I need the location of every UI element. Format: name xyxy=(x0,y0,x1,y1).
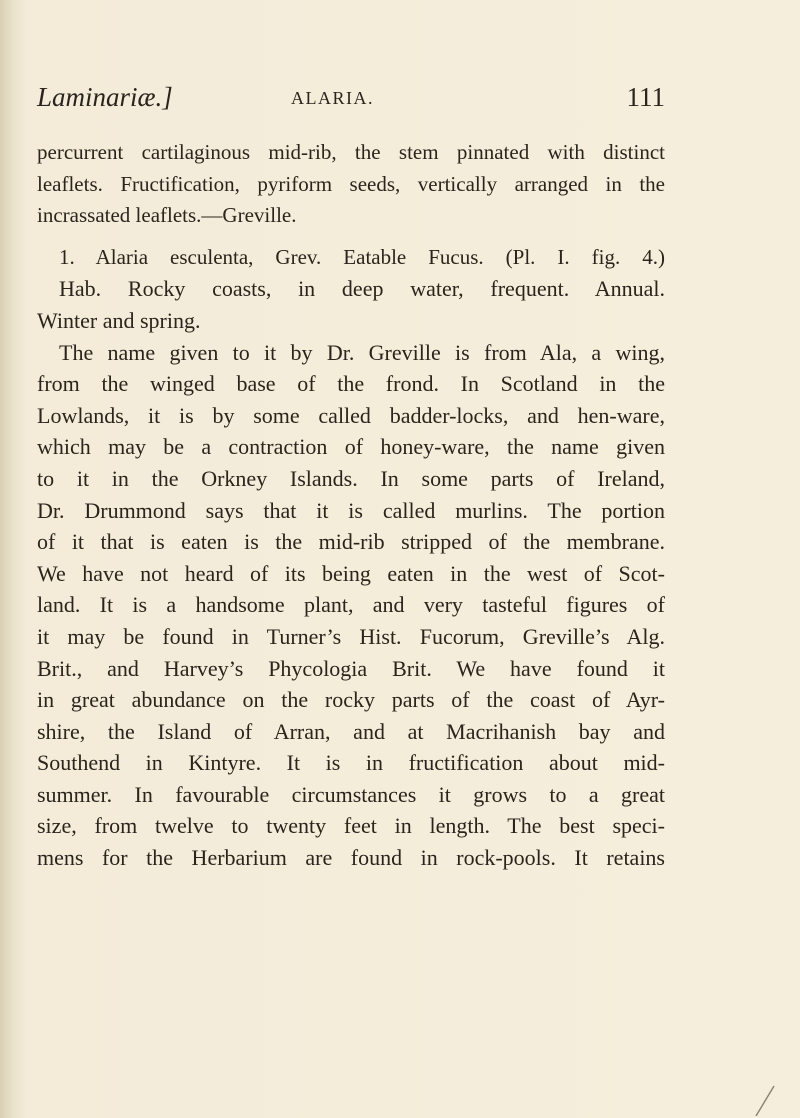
text-line: summer. In favourable circumstances it grows to a great xyxy=(37,781,665,807)
text-line: mens for the Herbarium are found in rock-pools. It retains xyxy=(37,845,665,871)
text-line: of it that is eaten is the mid-rib stripped of the membrane. xyxy=(37,529,665,555)
running-head-title: ALARIA. xyxy=(291,88,374,108)
body-text xyxy=(37,137,665,874)
text-line: Dr. Drummond says that it is called murlins. The portion xyxy=(37,497,665,523)
text-line: Winter and spring. xyxy=(37,307,201,333)
text-line: Brit., and Harvey’s Phycologia Brit. We have found it xyxy=(37,655,665,681)
text-line: from the winged base of the frond. In Scotland in the xyxy=(37,371,665,397)
text-line: Hab. Rocky coasts, in deep water, frequent. Annual. xyxy=(59,276,665,302)
text-line: The name given to it by Dr. Greville is from Ala, a wing, xyxy=(59,339,665,365)
text-line: in great abundance on the rocky parts of the coast of Ayr- xyxy=(37,687,665,713)
text-line: shire, the Island of Arran, and at Macrihanish bay and xyxy=(37,718,665,744)
text-line: land. It is a handsome plant, and very tasteful figures of xyxy=(37,592,665,618)
text-line: percurrent cartilaginous mid-rib, the stem pinnated with distinct xyxy=(37,140,665,164)
text-line: to it in the Orkney Islands. In some parts of Ireland, xyxy=(37,465,665,491)
text-line: incrassated leaflets.—Greville. xyxy=(37,203,297,228)
text-line: Lowlands, it is by some called badder-locks, and hen-ware, xyxy=(37,402,665,428)
text-line: it may be found in Turner’s Hist. Fucorum, Greville’s Alg. xyxy=(37,623,665,649)
page-number: 111 xyxy=(626,82,665,112)
text-line: We have not heard of its being eaten in the west of Scot- xyxy=(37,560,665,586)
text-line: Southend in Kintyre. It is in fructification about mid- xyxy=(37,750,665,776)
text-line: leaflets. Fructification, pyriform seeds, vertically arranged in the xyxy=(37,171,665,196)
pencil-mark xyxy=(750,1068,780,1118)
running-head xyxy=(37,82,665,116)
text-line: size, from twelve to twenty feet in length. The best speci- xyxy=(37,813,665,839)
running-head-section: Laminariæ.] xyxy=(37,82,173,112)
text-line: which may be a contraction of honey-ware, the name given xyxy=(37,434,665,460)
species-heading: 1. Alaria esculenta, Grev. Eatable Fucus. (Pl. I. fig. 4.) xyxy=(59,244,665,269)
